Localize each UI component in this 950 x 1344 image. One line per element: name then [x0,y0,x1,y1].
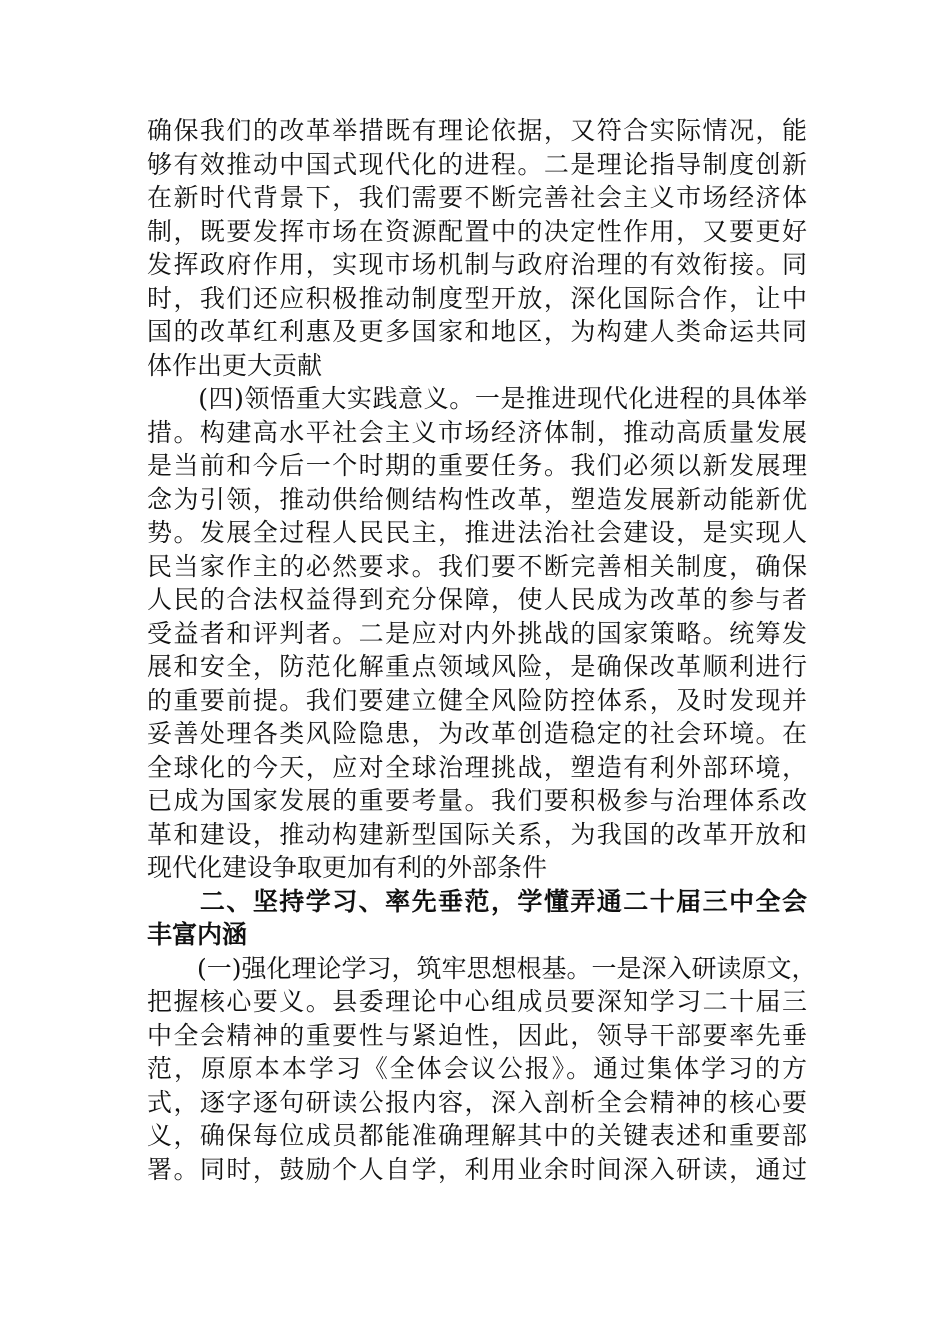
document-page [147,114,817,1186]
text-line: 发挥政府作用，实现市场机制与政府治理的有效衔接。同 [147,250,807,279]
text-line: 妥善处理各类风险隐患，为改革创造稳定的社会环境。在 [147,719,807,748]
text-line: 把握核心要义。县委理论中心组成员要深知学习二十届三 [147,987,807,1016]
text-line: 人民的合法权益得到充分保障，使人民成为改革的参与者 [147,585,807,614]
text-line: 式，逐字逐句研读公报内容，深入剖析全会精神的核心要 [147,1087,807,1117]
text-line: 民当家作主的必然要求。我们要不断完善相关制度，确保 [147,551,807,581]
text-line: 受益者和评判者。二是应对内外挑战的国家策略。统筹发 [147,618,807,648]
text-line: 二、坚持学习、率先垂范，学懂弄通二十届三中全会 [147,886,807,916]
text-line: 确保我们的改革举措既有理论依据，又符合实际情况，能 [147,116,807,145]
text-line: 时，我们还应积极推动制度型开放，深化国际合作，让中 [147,283,807,313]
text-line: 体作出更大贡献 [147,350,323,380]
text-line: 势。发展全过程人民民主，推进法治社会建设，是实现人 [147,518,807,547]
text-line: 范，原原本本学习《全体会议公报》。通过集体学习的方 [147,1054,807,1083]
text-line: 措。构建高水平社会主义市场经济体制，推动高质量发展 [147,417,807,447]
text-line: 现代化建设争取更加有利的外部条件 [147,853,548,882]
text-line: 义，确保每位成员都能准确理解其中的关键表述和重要部 [147,1121,807,1150]
text-line: 国的改革红利惠及更多国家和地区，为构建人类命运共同 [147,317,807,346]
text-line: 在新时代背景下，我们需要不断完善社会主义市场经济体 [147,183,807,212]
text-line: 是当前和今后一个时期的重要任务。我们必须以新发展理 [147,451,807,480]
text-line: 中全会精神的重要性与紧迫性，因此，领导干部要率先垂 [147,1020,807,1050]
text-line: (四)领悟重大实践意义。一是推进现代化进程的具体举 [147,384,807,413]
text-line: (一)强化理论学习，筑牢思想根基。一是深入研读原文， [147,953,817,983]
text-line: 已成为国家发展的重要考量。我们要积极参与治理体系改 [147,786,807,815]
text-line: 制，既要发挥市场在资源配置中的决定性作用，又要更好 [147,216,807,246]
text-line: 署。同时，鼓励个人自学，利用业余时间深入研读，通过 [147,1154,807,1184]
text-line: 展和安全，防范化解重点领域风险，是确保改革顺利进行 [147,652,807,681]
text-line: 的重要前提。我们要建立健全风险防控体系，及时发现并 [147,685,807,715]
text-line: 革和建设，推动构建新型国际关系，为我国的改革开放和 [147,819,807,849]
text-line: 全球化的今天，应对全球治理挑战，塑造有利外部环境， [147,752,807,782]
text-line: 够有效推动中国式现代化的进程。二是理论指导制度创新 [147,149,807,179]
text-line: 丰富内涵 [147,920,248,949]
text-line: 念为引领，推动供给侧结构性改革，塑造发展新动能新优 [147,484,807,514]
